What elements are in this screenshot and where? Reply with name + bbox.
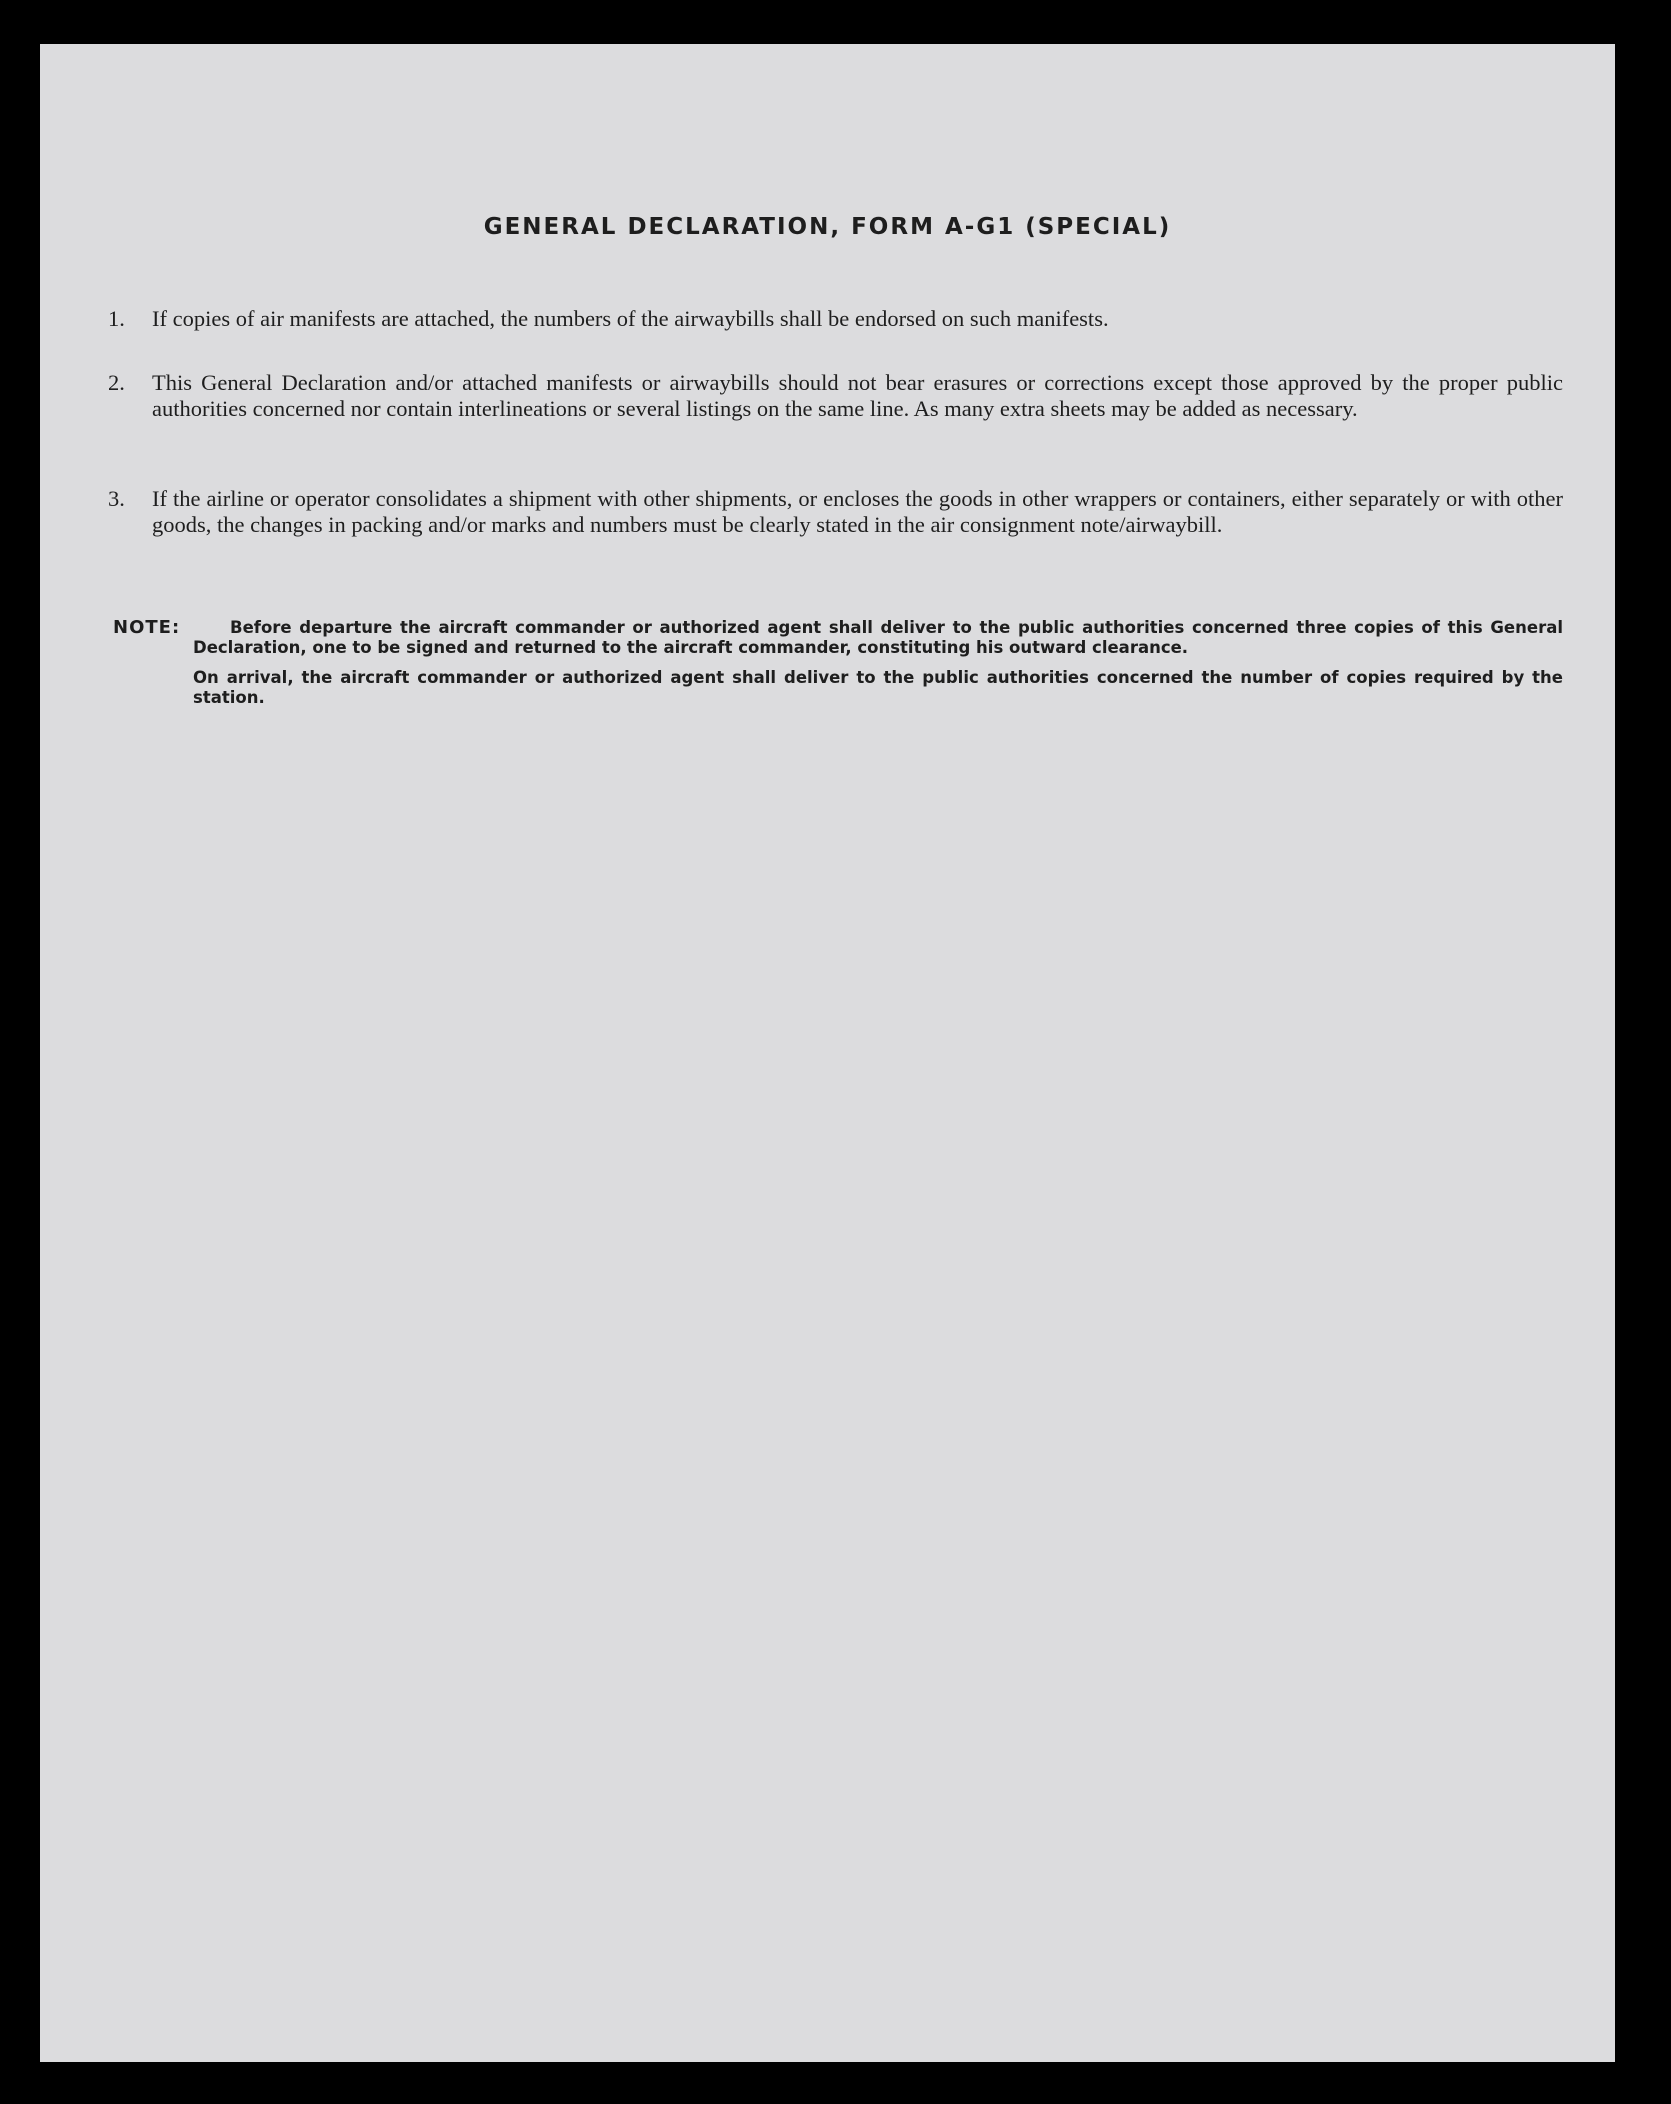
item-number: 1. — [108, 306, 125, 331]
note-label: NOTE: — [113, 617, 181, 638]
instruction-item-2 — [108, 370, 1563, 422]
instruction-item-3 — [108, 486, 1563, 538]
note-paragraph-departure: Before departure the aircraft commander or authorized agent shall deliver to the public authorities concerned three copies of this General Declaration, one to be signed and returned to the aircraft commander, constituting his outward clearance. — [193, 618, 1563, 657]
instruction-item-1 — [108, 306, 1563, 332]
item-text: If copies of air manifests are attached, the numbers of the airwaybills shall be endorsed on such manifests. — [152, 306, 1109, 331]
item-number: 3. — [108, 486, 125, 511]
item-text: If the airline or operator consolidates a shipment with other shipments, or encloses the goods in other wrappers or containers, either separately or with other goods, the changes in packing and/or marks and numbers must be clearly stated in the air consignment note/airwaybill. — [152, 486, 1563, 537]
document-title: GENERAL DECLARATION, FORM A-G1 (SPECIAL) — [483, 214, 1172, 240]
note-section — [113, 618, 1563, 708]
note-paragraph-arrival: On arrival, the aircraft commander or authorized agent shall deliver to the public authorities concerned the number of copies required by the station. — [193, 668, 1563, 707]
item-text: This General Declaration and/or attached manifests or airwaybills should not bear erasures or corrections except those approved by the proper public authorities concerned nor contain interlineations or several listings on the same line. As many extra sheets may be added as necessary. — [152, 370, 1563, 421]
document-page — [40, 44, 1615, 2062]
item-number: 2. — [108, 370, 125, 395]
